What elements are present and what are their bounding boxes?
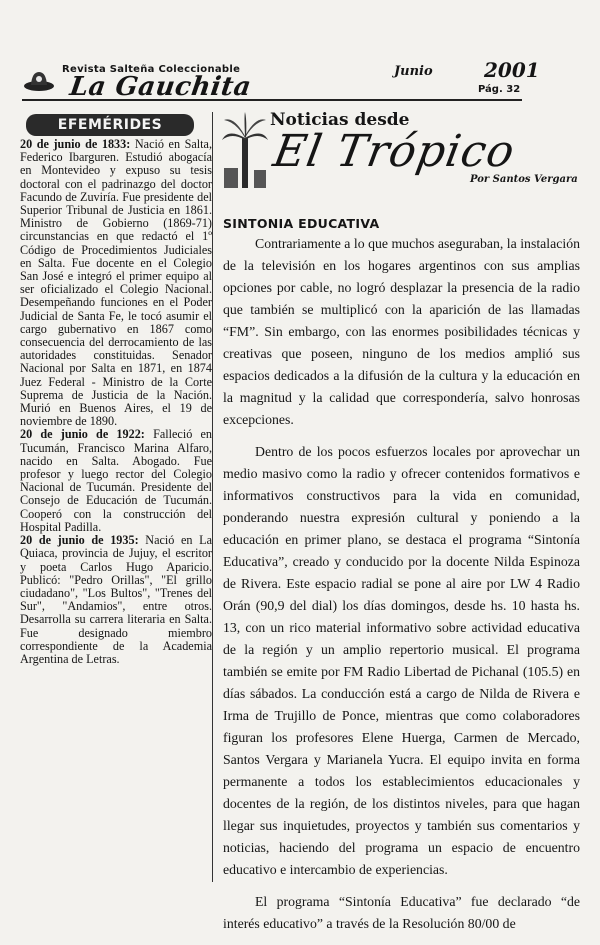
gaucho-hat-logo-icon (22, 64, 56, 98)
page-number: Pág. 32 (478, 84, 521, 95)
efemeride-text: Falleció en Tucumán, Francisco Marina Alfaro, nacido en Salta. Abogado. Fue profesor y luego rector del Colegio Nacional de Tucumán. Presidente del Consejo de Educación de Tucumán. Cooperó con la construcción del Hospital Padilla. (20, 427, 213, 534)
magazine-subtitle: Revista Salteña Coleccionable (62, 64, 241, 75)
column-byline: Por Santos Vergara (470, 174, 578, 185)
header-rule (22, 99, 522, 101)
efemeride-entry (20, 138, 212, 428)
efemeride-date: 20 de junio de 1922: (20, 427, 145, 442)
efemerides-title: EFEMÉRIDES (57, 117, 163, 133)
issue-year: 2001 (484, 58, 540, 82)
efemeride-date: 20 de junio de 1935: (20, 533, 139, 548)
article-paragraph: Contrariamente a lo que muchos aseguraban, la instalación de la televisión en los hogares argentinos con sus amplias opciones por cable, no logró desplazar la presencia de la radio que también se multiplicó con la aparición de las llamadas “FM”. Sin embargo, con las enormes posibilidades técnicas y creativas que poseen, ninguno de los medios amplió sus espacios dedicados a la difusión de la cultura y la educación en la magnitud y la calidad que correspondería, salvo honrosas excepciones. (223, 236, 580, 427)
efemerides-column (20, 114, 212, 666)
article-heading: SINTONIA EDUCATIVA (223, 216, 380, 231)
magazine-title: La Gauchita (67, 72, 254, 102)
issue-month: Junio (394, 64, 433, 79)
efemeride-date: 20 de junio de 1833: (20, 137, 131, 151)
efemeride-text: Nació en Salta, Federico Ibarguren. Estudió abogacía en Montevideo y expuso su tesis doctoral con el padrinazgo del doctor Facundo de Zuviría. Fue presidente del Superior Tribunal de Justicia en 1861. Ministro de Gobierno (1869-71) circunstancias en que redactó el 1º Código de Procedimientos Judiciales en Salta. Fue docente en el Colegio San José e integró el primer equipo al ser oficializado el Colegio Nacional. Desempeñando funciones en el Poder Judicial de Santa Fe, le tocó asumir el cargo gubernativo en 1867 como consecuencia del derrocamiento de las autoridades constituidas. Senador Nacional por Salta en 1871, en 1874 Juez Federal - Ministro de la Corte Suprema de Justicia de la Nación. Murió en Buenos Aires, el 19 de noviembre de 1890. (20, 137, 213, 429)
column-title: El Trópico (269, 126, 519, 177)
palm-tree-icon (220, 110, 270, 190)
column-divider (212, 112, 213, 882)
efemeride-text: Nació en La Quiaca, provincia de Jujuy, el escritor y poeta Carlos Hugo Aparicio. Publicó: "Pedro Orillas", "El grillo ciudadano", "Los Bultos", "Trenes del Sur", "Andamios", entre otros. Desarrolla su carrera literaria en Salta. Fue designado miembro correspondiente de la Academia Argentina de Letras. (20, 533, 213, 666)
efemerides-banner (26, 114, 194, 136)
article-paragraph: El programa “Sintonía Educativa” fue declarado “de interés educativo” a través de la Resolución 80/00 de (223, 894, 580, 931)
efemeride-entry (20, 534, 212, 666)
column-kicker: Noticias desde (270, 110, 410, 130)
efemerides-body (20, 138, 212, 666)
efemeride-entry (20, 428, 212, 534)
column-header (220, 110, 588, 192)
article-paragraph: Dentro de los pocos esfuerzos locales por aprovechar un medio masivo como la radio y ofrecer contenidos formativos e informativos constructivos para la vida en comunidad, ponderando nuestra expresión cultural y poniendo a la educación en primer plano, se destaca el programa “Sintonía Educativa”, creado y conducido por la docente Nilda Espinoza de Rivera. Este espacio radial se pone al aire por LW 4 Radio Orán (90,9 del dial) los días domingos, desde hs. 10 hasta hs. 13, con un rico material informativo sobre actividad educativa de la región y un amplio repertorio musical. El programa también se emite por FM Radio Libertad de Pichanal (105.5) en días sábados. La conducción está a cargo de Nilda de Rivera e Irma de Trujillo de Ponce, mientras que como colaboradores figuran los profesores Elene Huerga, Carmen de Mercado, Santos Vergara y Marianela Yucra. El equipo invita en forma permanente a todos los establecimientos educacionales y docentes de la región, de los distintos niveles, para que hagan llegar sus inquietudes, proyectos y también sus comentarios y noticias, haciendo del programa un espacio de encuentro educativo e intercambio de experiencias. (223, 444, 580, 877)
article (223, 216, 580, 945)
